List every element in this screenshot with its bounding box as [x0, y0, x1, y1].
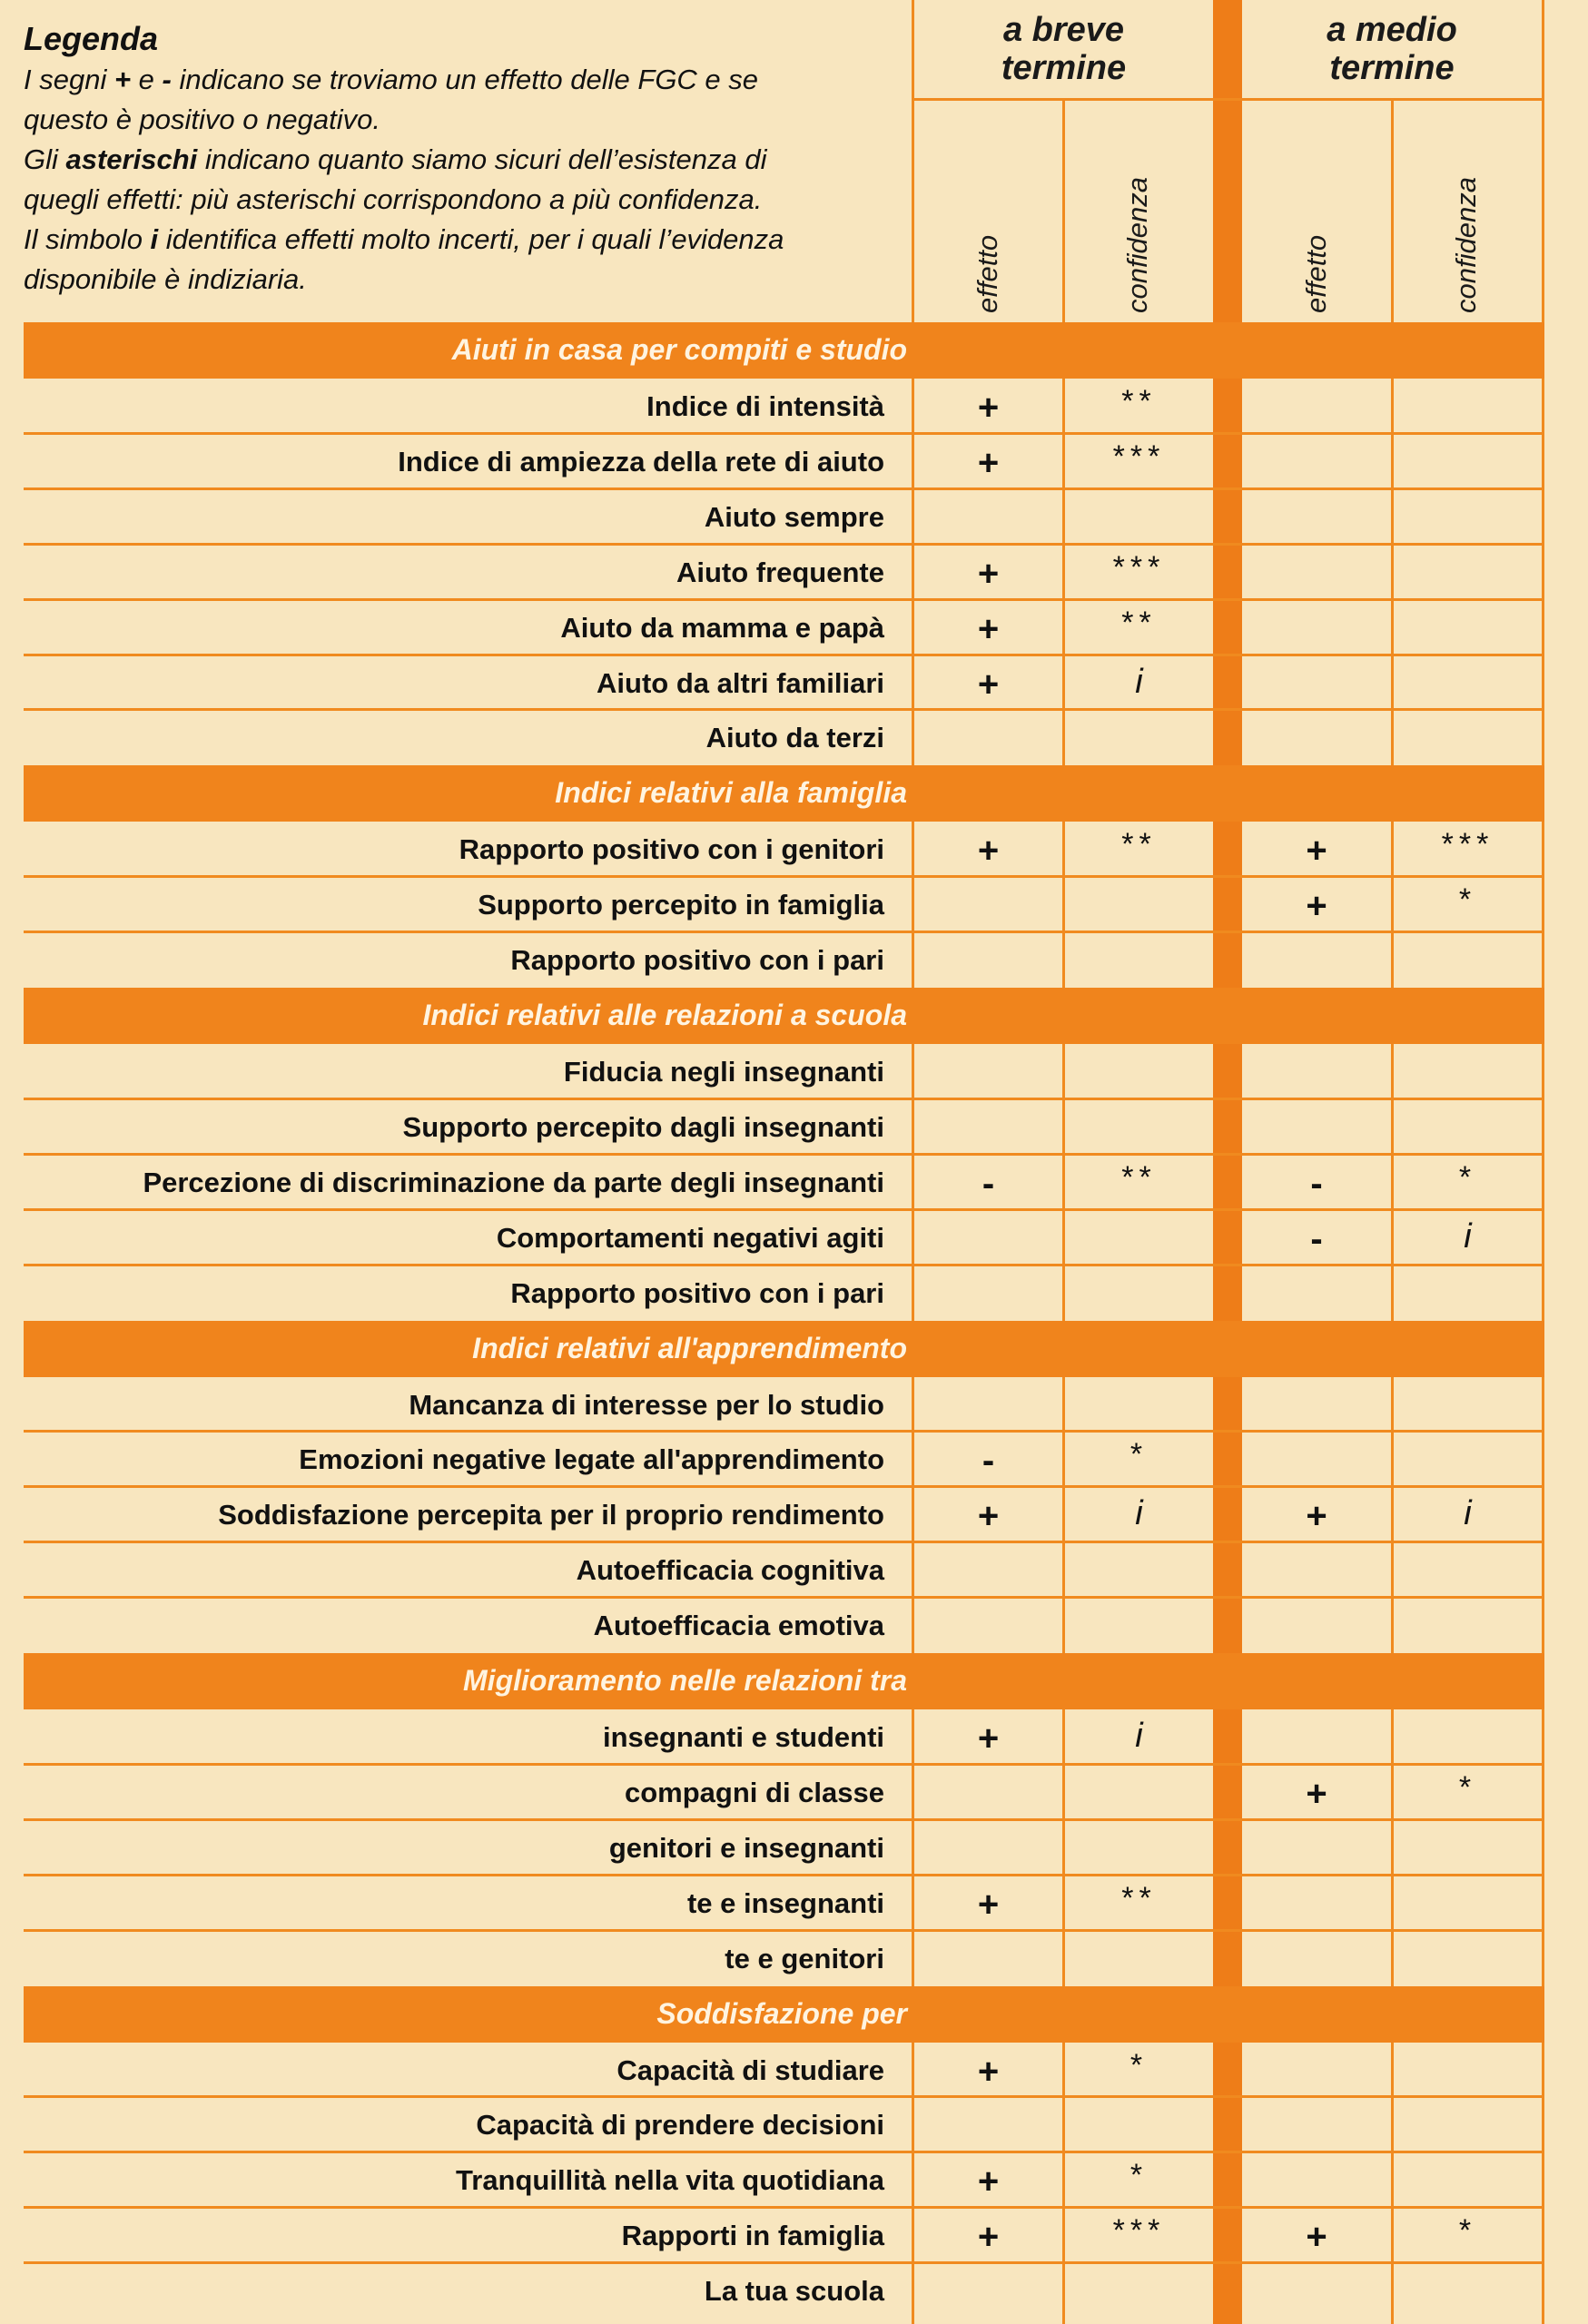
- row-label: te e genitori: [725, 1942, 884, 1974]
- confidence-value: *: [1458, 1159, 1477, 1195]
- row-label: Capacità di prendere decisioni: [476, 2109, 884, 2142]
- confidence-value: i: [1464, 1494, 1472, 1533]
- row-divider: [24, 2206, 1544, 2209]
- row-divider: [24, 1596, 1544, 1599]
- header-effetto-medio: effetto: [1300, 234, 1332, 313]
- row-divider: [24, 1541, 1544, 1543]
- section-title: Miglioramento nelle relazioni tra: [463, 1664, 907, 1697]
- row-label: Aiuto sempre: [704, 500, 884, 533]
- row-label: Aiuto frequente: [676, 556, 884, 588]
- effect-value: -: [1310, 1218, 1323, 1259]
- row-label: Emozioni negative legate all'apprendimento: [299, 1443, 884, 1476]
- legend-text: I segni + e - indicano se troviamo un effetto delle FGC e se questo è positivo o negativo. Gli asterischi indicano quanto siamo sicuri dell’esistenza di quegli effetti: più asterischi corrispondono a più confidenza. Il simbolo i identifica effetti molto incerti, per i quali l’evidenza disponibile è indiziaria.: [24, 64, 784, 295]
- section-header: [24, 1986, 1544, 2043]
- effect-value: +: [977, 608, 1000, 649]
- row-divider: [24, 1874, 1544, 1876]
- effect-value: +: [977, 831, 1000, 872]
- header-breve-termine: a breve termine: [1001, 11, 1127, 87]
- header-confidenza-medio: confidenza: [1450, 177, 1482, 313]
- effect-value: +: [1306, 886, 1327, 927]
- legend-title: Legenda: [24, 20, 159, 57]
- effect-value: +: [977, 2162, 1000, 2202]
- confidence-value: ***: [1441, 827, 1494, 862]
- header-confidenza-breve: confidenza: [1121, 177, 1153, 313]
- effect-value: +: [1306, 1496, 1327, 1537]
- section-header: [24, 765, 1544, 822]
- confidence-value: **: [1121, 1880, 1157, 1915]
- section-title: Indici relativi alle relazioni a scuola: [422, 999, 907, 1031]
- row-label: Supporto percepito in famiglia: [478, 889, 884, 921]
- confidence-value: i: [1135, 662, 1143, 701]
- effect-value: +: [977, 1718, 1000, 1758]
- row-label: Indice di ampiezza della rete di aiuto: [398, 445, 884, 478]
- row-label: Aiuto da altri familiari: [597, 666, 884, 699]
- row-divider: [24, 2151, 1544, 2153]
- row-divider: [24, 708, 1544, 711]
- row-label: Supporto percepito dagli insegnanti: [402, 1110, 884, 1143]
- effect-value: -: [981, 1163, 995, 1204]
- row-label: Indice di intensità: [646, 390, 884, 422]
- header-medio-termine: a medio termine: [1327, 11, 1457, 87]
- confidence-value: ***: [1112, 438, 1166, 474]
- row-divider: [24, 875, 1544, 878]
- row-divider: [24, 654, 1544, 656]
- confidence-value: **: [1121, 384, 1157, 419]
- confidence-value: i: [1135, 1494, 1143, 1533]
- confidence-value: ***: [1112, 549, 1166, 585]
- confidence-value: *: [1458, 2213, 1477, 2249]
- effect-value: +: [977, 2051, 1000, 2092]
- row-divider: [24, 1430, 1544, 1433]
- row-label: Mancanza di interesse per lo studio: [409, 1388, 884, 1421]
- row-label: Rapporto positivo con i pari: [510, 944, 884, 977]
- row-divider: [24, 487, 1544, 490]
- header-line: [912, 98, 1544, 101]
- confidence-value: *: [1458, 1769, 1477, 1805]
- effect-value: +: [1306, 2217, 1327, 2258]
- row-label: Fiducia negli insegnanti: [563, 1056, 884, 1088]
- confidence-value: i: [1464, 1216, 1472, 1256]
- row-label: Tranquillità nella vita quotidiana: [456, 2164, 884, 2197]
- row-label: Rapporti in famiglia: [621, 2220, 884, 2252]
- confidence-value: *: [1458, 882, 1477, 918]
- header-effetto-breve: effetto: [972, 234, 1003, 313]
- row-divider: [24, 432, 1544, 435]
- effect-value: +: [977, 2217, 1000, 2258]
- confidence-value: *: [1129, 2047, 1149, 2083]
- confidence-value: **: [1121, 605, 1157, 640]
- row-divider: [24, 2095, 1544, 2098]
- row-divider: [24, 1208, 1544, 1211]
- section-header: [24, 1653, 1544, 1709]
- row-divider: [24, 1264, 1544, 1266]
- row-divider: [24, 543, 1544, 546]
- effect-value: +: [977, 553, 1000, 594]
- row-label: Capacità di studiare: [616, 2053, 884, 2086]
- row-label: Autoefficacia cognitiva: [576, 1554, 884, 1587]
- row-label: Percezione di discriminazione da parte degli insegnanti: [143, 1166, 884, 1198]
- effect-value: +: [1306, 1773, 1327, 1814]
- row-divider: [24, 1153, 1544, 1156]
- effect-value: +: [977, 442, 1000, 483]
- section-title: Soddisfazione per: [656, 1996, 907, 2030]
- row-label: Aiuto da mamma e papà: [560, 611, 884, 644]
- confidence-value: i: [1135, 1717, 1143, 1755]
- row-divider: [24, 1818, 1544, 1821]
- row-divider: [24, 598, 1544, 601]
- row-label: Aiuto da terzi: [705, 722, 884, 754]
- confidence-value: *: [1129, 2158, 1149, 2193]
- effect-value: +: [977, 388, 1000, 428]
- row-label: te e insegnanti: [686, 1886, 884, 1919]
- row-label: Rapporto positivo con i genitori: [459, 833, 884, 866]
- row-divider: [24, 931, 1544, 933]
- row-label: genitori e insegnanti: [608, 1831, 884, 1864]
- confidence-value: ***: [1112, 2213, 1166, 2249]
- row-label: Soddisfazione percepita per il proprio rendimento: [218, 1499, 884, 1531]
- effect-value: -: [1310, 1163, 1323, 1204]
- section-title: Indici relativi all'apprendimento: [472, 1331, 907, 1364]
- row-divider: [24, 1098, 1544, 1100]
- section-header: [24, 988, 1544, 1044]
- row-divider: [24, 1929, 1544, 1932]
- row-divider: [24, 1485, 1544, 1488]
- effect-value: -: [981, 1441, 995, 1482]
- row-label: insegnanti e studenti: [602, 1721, 884, 1753]
- effect-value: +: [977, 664, 1000, 704]
- effect-value: +: [977, 1884, 1000, 1925]
- section-title: Aiuti in casa per compiti e studio: [451, 333, 907, 366]
- effect-value: +: [1306, 831, 1327, 872]
- row-label: compagni di classe: [625, 1776, 884, 1808]
- row-label: La tua scuola: [704, 2275, 884, 2308]
- section-header: [24, 322, 1544, 379]
- row-divider: [24, 1763, 1544, 1766]
- confidence-value: **: [1121, 1159, 1157, 1195]
- section-header: [24, 1321, 1544, 1377]
- confidence-value: **: [1121, 827, 1157, 862]
- row-label: Comportamenti negativi agiti: [496, 1221, 884, 1254]
- section-title: Indici relativi alla famiglia: [555, 776, 907, 810]
- row-label: Rapporto positivo con i pari: [510, 1276, 884, 1309]
- legend: [24, 20, 909, 300]
- row-divider: [24, 2261, 1544, 2264]
- row-label: Autoefficacia emotiva: [593, 1610, 884, 1642]
- effect-value: +: [977, 1496, 1000, 1537]
- confidence-value: *: [1129, 1437, 1149, 1472]
